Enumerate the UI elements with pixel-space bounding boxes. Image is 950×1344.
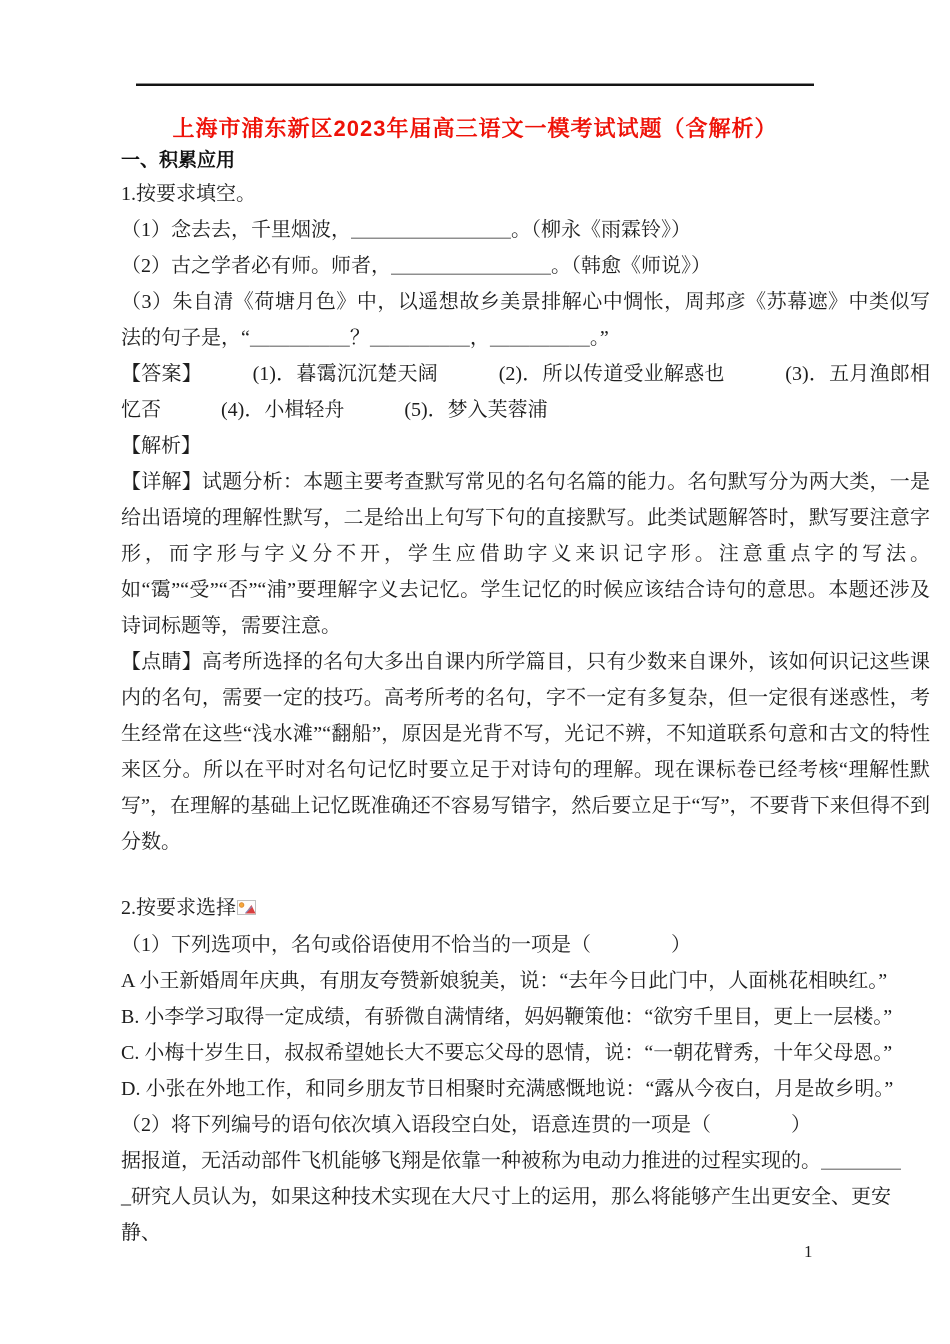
q2-sub1: （1）下列选项中，名句或俗语使用不恰当的一项是（ ） bbox=[121, 934, 691, 956]
option-c: C. 小梅十岁生日，叔叔希望她长大不要忘父母的恩情，说：“一朝花臂秀，十年父母恩。” bbox=[121, 1042, 893, 1064]
detail-paragraph: 【详解】试题分析：本题主要考查默写常见的名句名篇的能力。名句默写分为两大类，一是给出语境的理解性默写，二是给出上句写下句的直接默写。此类试题解答时，默写要注意字形，而字形与字义分不开，学生应借助字义来识记字形。注意重点字的写法。如“霭”“受”“否”“浦”要理解字义去记忆。学生记忆的时候应该结合诗句的意思。本题还涉及诗词标题等，需要注意。 bbox=[121, 471, 930, 637]
document-page bbox=[121, 112, 930, 1251]
analysis-label: 【解析】 bbox=[121, 435, 201, 457]
broken-image-icon bbox=[237, 891, 256, 927]
q2-sub2: （2）将下列编号的语句依次填入语段空白处，语意连贯的一项是（ ） bbox=[121, 1114, 811, 1136]
q1-item-3: （3）朱自清《荷塘月色》中，以遥想故乡美景排解心中惆怅，周邦彦《苏幕遮》中类似写法的句子是，“＿＿＿＿＿？＿＿＿＿＿，＿＿＿＿＿。” bbox=[121, 291, 930, 349]
document-title: 上海市浦东新区2023年届高三语文一模考试试题（含解析） bbox=[172, 116, 778, 141]
option-d: D. 小张在外地工作，和同乡朋友节日相聚时充满感慨地说：“露从今夜白，月是故乡明。” bbox=[121, 1078, 894, 1100]
passage-line-2: _研究人员认为，如果这种技术实现在大尺寸上的运用，那么将能够产生出更安全、更安静、 bbox=[121, 1186, 891, 1244]
q1-item-1: （1）念去去，千里烟波，＿＿＿＿＿＿＿＿。（柳永《雨霖铃》） bbox=[121, 219, 691, 241]
q1-stem: 1.按要求填空。 bbox=[121, 183, 256, 205]
q2-stem bbox=[121, 890, 930, 927]
q1-item-2: （2）古之学者必有师。师者，＿＿＿＿＿＿＿＿。（韩愈《师说》） bbox=[121, 255, 711, 277]
page-number: 1 bbox=[804, 1242, 813, 1261]
section-heading-accumulation: 一、积累应用 bbox=[121, 150, 236, 171]
point-paragraph: 【点睛】高考所选择的名句大多出自课内所学篇目，只有少数来自课外，该如何识记这些课内的名句，需要一定的技巧。高考所考的名句，字不一定有多复杂，但一定很有迷惑性，考生经常在这些“浅水滩”“翻船”，原因是光背不写，光记不辨，不知道联系句意和古文的特性来区分。所以在平时对名句记忆时要立足于对诗句的理解。现在课标卷已经考核“理解性默写”，在理解的基础上记忆既准确还不容易写错字，然后要立足于“写”，不要背下来但得不到分数。 bbox=[121, 651, 930, 853]
option-a: A 小王新婚周年庆典，有朋友夸赞新娘貌美，说：“去年今日此门中，人面桃花相映红。” bbox=[121, 970, 888, 992]
q1-answer-line: 【答案】 (1)．暮霭沉沉楚天阔 (2)．所以传道受业解惑也 (3)．五月渔郎相忆否 (4)．小楫轻舟 (5)．梦入芙蓉浦 bbox=[121, 363, 930, 421]
header-rule bbox=[136, 83, 814, 86]
passage-line-1: 据报道，无活动部件飞机能够飞翔是依靠一种被称为电动力推进的过程实现的。＿＿＿＿ bbox=[121, 1150, 901, 1172]
q2-stem-text: 2.按要求选择 bbox=[121, 897, 236, 919]
option-b: B. 小李学习取得一定成绩，有骄微自满情绪，妈妈鞭策他：“欲穷千里目，更上一层楼。” bbox=[121, 1006, 893, 1028]
